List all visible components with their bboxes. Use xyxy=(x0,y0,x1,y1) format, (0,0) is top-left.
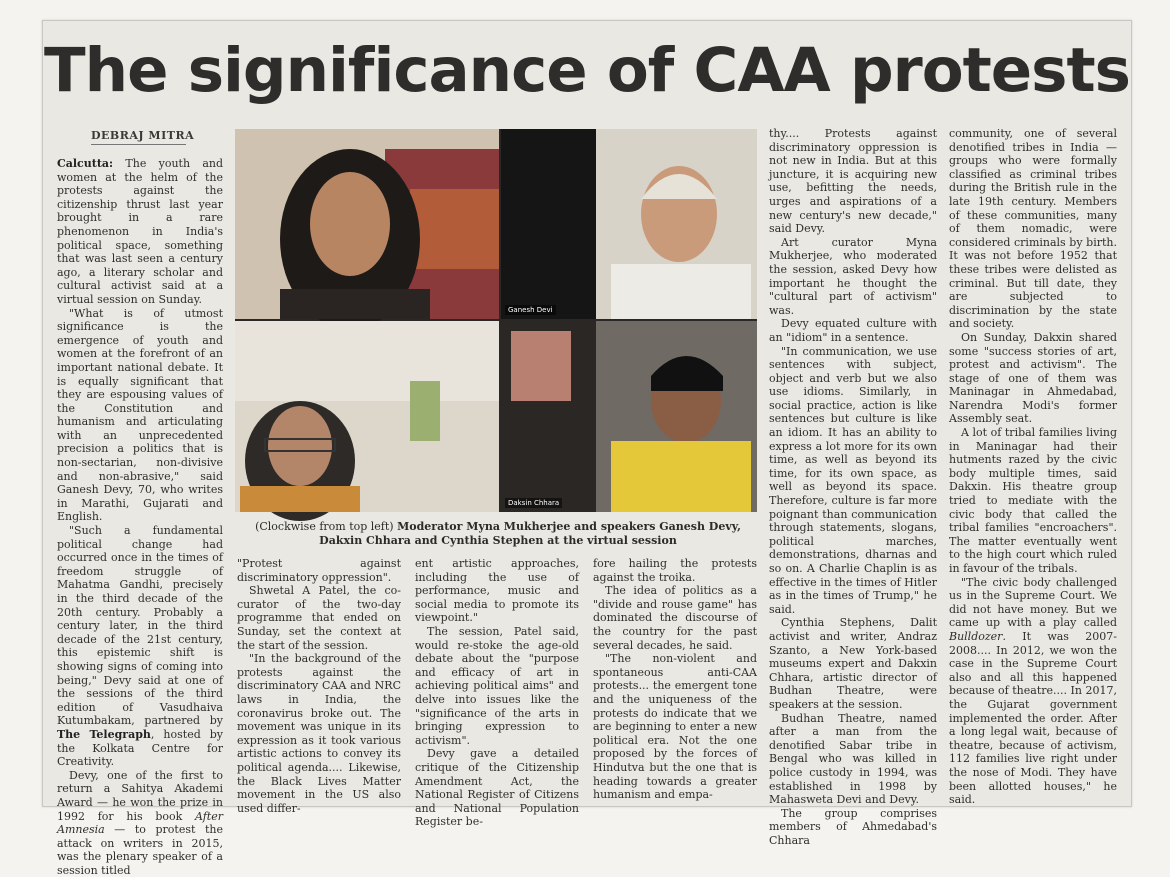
paragraph: "In communication, we use sentences with subject, object and verb but we also use idioms. Similarly, in social practice, action is like sentences but culture is like an idiom. It has an ability to express a lot more for its own time, as well as beyond its time, for its own space, as well as beyond its space. Therefore, culture is far more poignant than communication through statements, slogans, political marches, demonstrations, dharnas and so on. A Charlie Chaplin is as effective in the times of Hitler as in the times of Trump," he said. xyxy=(769,344,937,616)
paragraph: The idea of politics as a "divide and rouse game" has dominated the discourse of the country for the past several decades, he said. xyxy=(593,584,757,652)
moderator-portrait-icon xyxy=(235,129,499,319)
paragraph: community, one of several denotified tribes in India — groups who were formally classified as criminal tribes during the British rule in the late 19th century. Members of these communities, many of them nomadic, were considered criminals by birth. It was not before 1952 that these tribes were delisted as criminal. But till date, they are subjected to discrimination by the state and society. xyxy=(949,127,1117,331)
speaker-portrait-icon xyxy=(501,321,757,512)
paragraph-text: "The civic body challenged us in the Supreme Court. We did not have money. But we came up with a play called xyxy=(949,575,1117,630)
paragraph xyxy=(57,524,223,769)
photo-tile-moderator xyxy=(235,129,499,319)
paragraph: Budhan Theatre, named after a man from the denotified Sabar tribe in Bengal who was killed in police custody in 1994, was established in 1998 by Mahasweta Devi and Devy. xyxy=(769,711,937,807)
paragraph-text: Devy, one of the first to return a Sahitya Akademi Award — he won the prize in 1992 for his book xyxy=(57,768,223,823)
headline: The significance of CAA protests xyxy=(44,35,1130,106)
paragraph-text: . It was 2007-2008.... In 2012, we won the case in the Supreme Court also and all this happened because of theatre.... In 2017, the Gujarat government implemented the order. After a long legal wait, because of theatre, because of activism, 112 families live right under the nose of Modi. They have been allotted houses," he said. xyxy=(949,629,1117,807)
paragraph xyxy=(57,157,223,307)
book-title: After Amnesia xyxy=(57,809,223,837)
video-call-photo xyxy=(235,129,757,512)
speaker-portrait-icon xyxy=(235,321,499,512)
paragraph: "In the background of the protests against the discriminatory CAA and NRC laws in India, the coronavirus broke out. The movement was unique in its expression as it took various artistic actions to convey its political agenda.... Likewise, the Black Lives Matter movement in the US also used differ- xyxy=(237,652,401,815)
photo-tile-ganesh-devy xyxy=(501,129,757,319)
paragraph-text: , hosted by the Kolkata Centre for Creativity. xyxy=(57,727,223,769)
tile-label-ganesh: Ganesh Devi xyxy=(505,305,556,315)
photo-tile-cynthia-stephen xyxy=(235,321,499,512)
paragraph-text: — to protest the attack on writers in 2015, was the plenary speaker of a session titled xyxy=(57,823,223,877)
paragraph: Cynthia Stephens, Dalit activist and writer, Andraz Szanto, a New York-based museums expert and Dakxin Chhara, artistic director of Budhan Theatre, were speakers at the session. xyxy=(769,616,937,711)
paragraph: "The non-violent and spontaneous anti-CAA protests... the emergent tone and the uniqueness of the protests do indicate that we are beginning to enter a new political era. Not the one proposed by the forces of Hindutva but the one that is heading towards a greater humanism and empa- xyxy=(593,652,757,802)
paragraph: thy.... Protests against discriminatory oppression is not new in India. But at this juncture, it is acquiring new use, befitting the needs, urges and aspirations of a new century's new decade," said Devy. xyxy=(769,127,937,236)
caption-names: Moderator Myna Mukherjee and speakers Ganesh Devy, Dakxin Chhara and Cynthia Stephen at the virtual session xyxy=(319,520,741,547)
article-column-4 xyxy=(593,557,757,802)
article-column-6 xyxy=(949,127,1117,807)
byline: DEBRAJ MITRA xyxy=(91,129,195,142)
caption-prefix: (Clockwise from top left) xyxy=(255,520,398,533)
tile-label-dakxin: Daksin Chhara xyxy=(505,498,562,508)
speaker-portrait-icon xyxy=(501,129,757,319)
paragraph: "What is of utmost significance is the emergence of youth and women at the forefront of an important national debate. It is equally significant that they are espousing values of the Constitution and humanism and articulating with an unprecedented precision a politics that is non-sectarian, non-divisive and non-abrasive," said Ganesh Devy, 70, who writes in Marathi, Gujarati and English. xyxy=(57,306,223,524)
paragraph: Art curator Myna Mukherjee, who moderated the session, asked Devy how important he thought the "cultural part of activism" was. xyxy=(769,235,937,317)
publication-name: The Telegraph xyxy=(57,727,151,741)
photo-caption xyxy=(239,520,757,548)
paragraph xyxy=(57,769,223,877)
paragraph-text: "Such a fundamental political change had occurred once in the times of freedom struggle of Mahatma Gandhi, precisely in the third decade of the 20th century. Probably a century later, in the third decade of the 21st century, this epistemic shift is showing signs of coming into being," Devy said at one of the sessions of the third edition of Vasudhaiva Kutumbakam, partnered by xyxy=(57,524,223,728)
article-column-2 xyxy=(237,557,401,815)
paragraph: Devy gave a detailed critique of the Citizenship Amendment Act, the National Register of Citizens and National Population Register be- xyxy=(415,747,579,829)
paragraph: A lot of tribal families living in Maninagar had their hutments razed by the civic body multiple times, said Dakxin. His theatre group tried to mediate with the civic body that called the tribal families "encroachers". The matter eventually went to the high court which ruled in favour of the tribals. xyxy=(949,426,1117,575)
paragraph: On Sunday, Dakxin shared some "success stories of art, protest and activism". The stage of one of them was Maninagar in Ahmedabad, Narendra Modi's former Assembly seat. xyxy=(949,330,1117,426)
paragraph: The group comprises members of Ahmedabad's Chhara xyxy=(769,806,937,847)
photo-tile-dakxin-chhara xyxy=(501,321,757,512)
newspaper-clipping xyxy=(42,20,1132,877)
paragraph: Shwetal A Patel, the co-curator of the two-day programme that ended on Sunday, set the context at the start of the session. xyxy=(237,584,401,652)
article-column-5 xyxy=(769,127,937,847)
byline-rule xyxy=(91,144,186,145)
article-column-1 xyxy=(57,157,223,877)
paragraph: The session, Patel said, would re-stoke the age-old debate about the "purpose and efficacy of art in achieving political aims" and delve into issues like the "significance of the arts in bringing expression to activism". xyxy=(415,624,579,747)
article-column-3 xyxy=(415,557,579,829)
paragraph: Devy equated culture with an "idiom" in a sentence. xyxy=(769,317,937,344)
paragraph: fore hailing the protests against the troika. xyxy=(593,557,757,584)
play-title: Bulldozer xyxy=(949,629,1003,643)
paragraph: "Protest against discriminatory oppression". xyxy=(237,557,401,584)
dateline: Calcutta: xyxy=(57,157,114,170)
paragraph-text: The youth and women at the helm of the protests against the citizenship thrust last year brought in a rare phenomenon in India's political space, something that was last seen a century ago, a literary scholar and cultural activist said at a virtual session on Sunday. xyxy=(57,157,223,306)
paragraph xyxy=(949,576,1117,807)
paragraph: ent artistic approaches, including the use of performance, music and social media to promote its viewpoint." xyxy=(415,557,579,625)
